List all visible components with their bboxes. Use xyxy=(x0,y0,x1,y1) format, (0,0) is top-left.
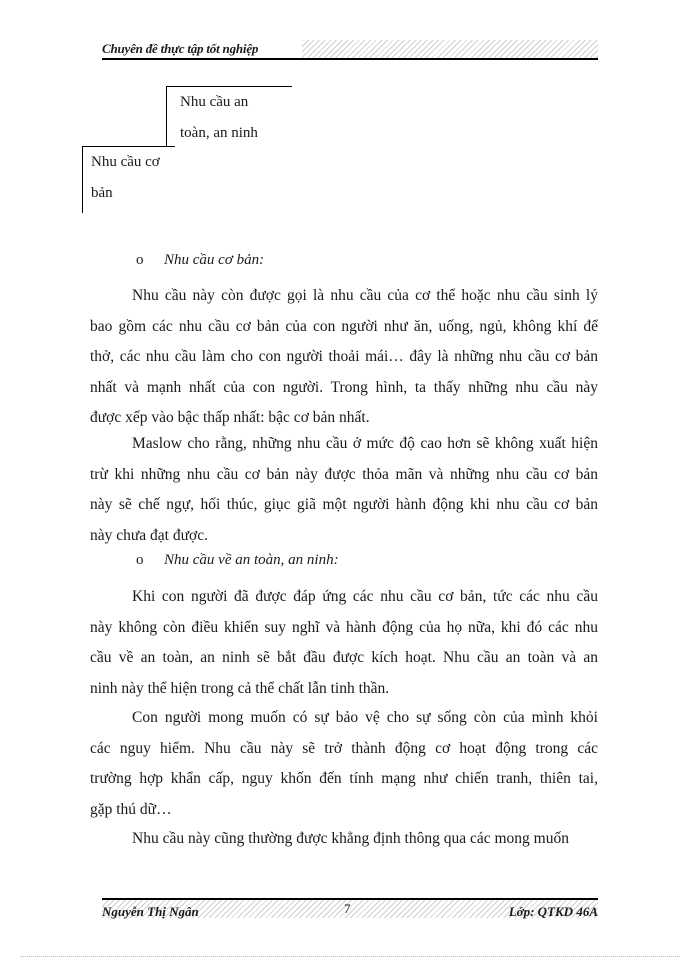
text-line: này chưa đạt được. xyxy=(90,526,208,544)
paragraph-5 xyxy=(90,824,598,855)
text-line: thở, các nhu cầu làm cho con người thoải mái… đây là những nhu cầu cơ bản xyxy=(90,348,598,366)
bullet-marker: o xyxy=(136,252,144,268)
header-title: Chuyên đề thực tập tốt nghiệp xyxy=(102,41,259,56)
step-label-line: Nhu cầu cơ xyxy=(91,154,160,170)
text-line: trường hợp khẩn cấp, nguy khốn đến tính mạng như chiến tranh, thiên tai, xyxy=(90,770,598,788)
paragraph-2 xyxy=(90,429,598,551)
pyramid-step-basic xyxy=(82,146,175,213)
text-line: ninh này thể hiện trong cả thể chất lẫn tinh thần. xyxy=(90,679,390,697)
paragraph-3 xyxy=(90,582,598,704)
text-line: các nguy hiểm. Nhu cầu này sẽ trở thành động cơ hoạt động trong các xyxy=(90,739,598,757)
bullet-marker: o xyxy=(136,552,144,568)
step-label-line: bản xyxy=(91,185,113,201)
step-label-line: Nhu cầu an xyxy=(180,94,249,110)
text-line: này không còn điều khiển suy nghĩ và hành động của họ nữa, khi đó các nhu xyxy=(90,618,598,636)
text-line: được xếp vào bậc thấp nhất: bậc cơ bản nhất. xyxy=(90,409,370,427)
page-bottom-divider xyxy=(20,956,680,957)
text-line: Nhu cầu này còn được gọi là nhu cầu của cơ thể hoặc nhu cầu sinh lý xyxy=(132,287,598,304)
text-line: trừ khi những nhu cầu cơ bản này được thỏa mãn và những nhu cầu cơ bản xyxy=(90,465,598,483)
text-line: cầu về an toàn, an ninh sẽ bắt đầu được kích hoạt. Nhu cầu an toàn và an xyxy=(90,649,598,667)
text-line: Nhu cầu này cũng thường được khẳng định thông qua các mong muốn xyxy=(132,830,569,847)
paragraph-4 xyxy=(90,703,598,825)
section-heading-safety-needs xyxy=(136,552,339,569)
text-line: Khi con người đã được đáp ứng các nhu cầu cơ bản, tức các nhu cầu xyxy=(132,588,598,605)
footer-author: Nguyễn Thị Ngân xyxy=(102,904,199,919)
pyramid-step-safety xyxy=(166,86,292,147)
page-footer xyxy=(102,898,598,918)
section-heading-text: Nhu cầu về an toàn, an ninh: xyxy=(164,552,339,568)
section-heading-text: Nhu cầu cơ bản: xyxy=(164,252,265,268)
text-line: gặp thú dữ… xyxy=(90,800,172,818)
text-line: Maslow cho rằng, những nhu cầu ở mức độ cao hơn sẽ không xuất hiện xyxy=(132,435,598,452)
step-label-line: toàn, an ninh xyxy=(180,125,258,141)
text-line: bao gồm các nhu cầu cơ bản của con người như ăn, uống, ngủ, không khí để xyxy=(90,317,598,335)
text-line: Con người mong muốn có sự bảo vệ cho sự sống còn của mình khỏi xyxy=(132,709,598,726)
text-line: này sẽ chế ngự, hối thúc, giục giã một người hành động khi nhu cầu cơ bản xyxy=(90,496,598,514)
paragraph-1 xyxy=(90,281,598,434)
page-number: 7 xyxy=(344,901,351,916)
text-line: nhất và mạnh nhất của con người. Trong hình, ta thấy những nhu cầu này xyxy=(90,378,598,396)
footer-class: Lớp: QTKD 46A xyxy=(508,904,598,919)
page-header xyxy=(102,40,598,60)
section-heading-basic-needs xyxy=(136,252,264,269)
